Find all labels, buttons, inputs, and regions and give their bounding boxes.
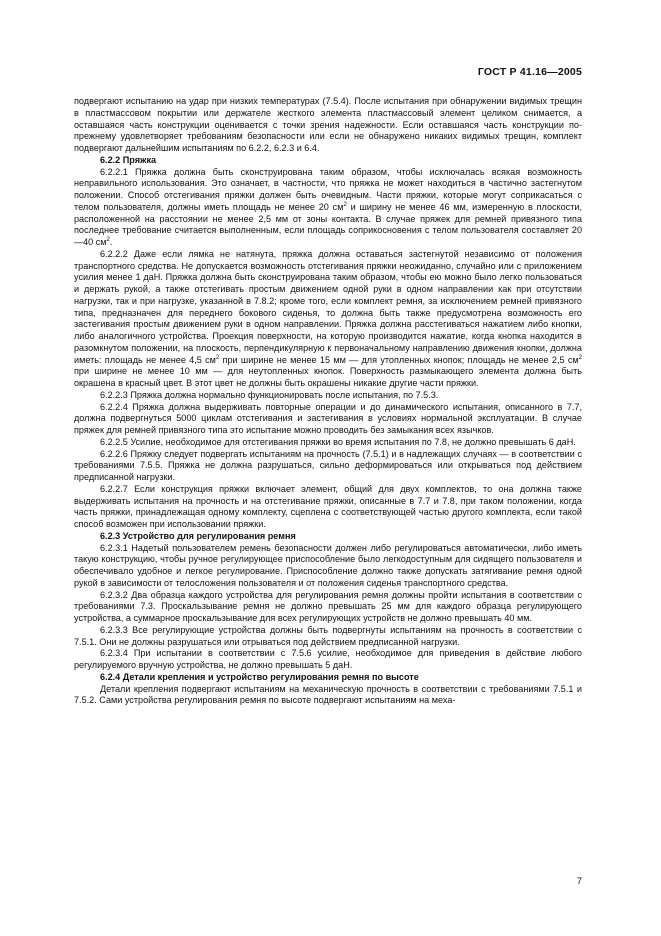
body-text bbox=[74, 96, 582, 707]
paragraph: 6.2.2.6 Пряжку следует подвергать испытаниям на прочность (7.5.1) и в надлежащих случаях — в соответствии с требованиями 7.5.5. Пряжка не должна разрушаться, сильно деформироваться или открываться под действием предписанной нагрузки. bbox=[74, 448, 582, 482]
section-heading: 6.2.4 Детали крепления и устройство регулирования ремня по высоте bbox=[100, 671, 419, 682]
page-number: 7 bbox=[576, 876, 582, 887]
paragraph: 6.2.2.7 Если конструкция пряжки включает элемент, общий для двух комплектов, то она должна также выдерживать испытания на прочность и на отстегивание пряжки, описанные в 7.7 и 7.8, при таком положении, когда часть пряжки, принадлежащая одному комплекту, сцеплена с соответствующей частью другого комплекта, если такой способ возможен при использовании пряжки. bbox=[74, 483, 582, 529]
paragraph: 6.2.2.5 Усилие, необходимое для отстегивания пряжки во время испытания по 7.8, не должно превышать 6 даН. bbox=[100, 436, 576, 447]
paragraph: 6.2.3.3 Все регулирующие устройства должны быть подвергнуты испытаниям на прочность в соответствии с 7.5.1. Они не должны разрушаться или отрываться под действием предписанной нагрузки. bbox=[74, 624, 582, 647]
section-heading: 6.2.3 Устройство для регулирования ремня bbox=[100, 530, 296, 541]
section-heading: 6.2.2 Пряжка bbox=[100, 154, 157, 165]
paragraph: 6.2.3.4 При испытании в соответствии с 7.5.6 усилие, необходимое для приведения в действие любого регулируемого вручную устройства, не должно превышать 5 даН. bbox=[74, 648, 582, 670]
paragraph: 6.2.2.4 Пряжка должна выдерживать повторные операции и до динамического испытания, описанного в 7.7, должна подвергнуться 5000 циклам отстегивания и застегивания в условиях нормальной эксплуатации. В случае пряжек для ремней привязного типа это испытание можно проводить без замыкания всех язычков. bbox=[74, 401, 582, 435]
standard-header: ГОСТ Р 41.16—2005 bbox=[477, 66, 582, 78]
paragraph: 6.2.3.2 Два образца каждого устройства для регулирования ремня должны пройти испытания в соответствии с требованиями 7.3. Проскальзывание ремня не должно превышать 25 мм для каждого образца регулирующего устройства, а суммарное проскальзывание для всех регулирующих устройств не должно превышать 40 мм. bbox=[74, 589, 582, 623]
paragraph: 6.2.2.1 Пряжка должна быть сконструирована таким образом, чтобы исключалась всякая возможность неправильного использования. Это означает, в частности, что пряжка не может находиться в частично застегнутом положении. Способ отстегивания пряжки должен быть очевидным. Части пряжки, которые могут соприкасаться с телом пользователя, должны иметь площадь не менее 20 $см^2$ и ширину не менее 46 мм, измеренную в плоскости, расположенной на расстоянии не менее 2,5 мм от зоны контакта. В случае пряжек для ремней привязного типа последнее требование считается выполненным, если площадь соприкосновения с телом пользователя составляет 20—40 $см^2$. bbox=[74, 166, 583, 247]
paragraph: Детали крепления подвергают испытаниям на механическую прочность в соответствии с требованиями 7.5.1 и 7.5.2. Сами устройства регулирования ремня по высоте подвергают испытаниям на меха- bbox=[74, 683, 582, 706]
paragraph: подвергают испытанию на удар при низких температурах (7.5.4). После испытания при обнаружении видимых трещин в пластмассовом покрытии или держателе жесткого элемента пластмассовый элемент целиком снимается, а оставшаяся часть конструкции оценивается с точки зрения надежности. Если оставшаяся часть конструкции по-прежнему удовлетворяет требованиям безопасности или если не обнаружено никаких видимых трещин, комплект подвергают дальнейшим испытаниям по 6.2.2, 6.2.3 и 6.4. bbox=[74, 96, 582, 153]
paragraph: 6.2.2.2 Даже если лямка не натянута, пряжка должна оставаться застегнутой независимо от положения транспортного средства. Не допускается возможность отстегивания пряжки неожиданно, случайно или с приложением усилия менее 1 даН. Пряжка должна быть сконструирована таким образом, чтобы ею можно было легко пользоваться и держать рукой, а также отстегивать простым движением одной руки в одном направлении как при отсутствии нагрузки, так и при нагрузке, указанной в 7.8.2; кроме того, если комплект ремня, за исключением ремней привязного типа, предназначен для переднего бокового сиденья, то должна быть также предусмотрена возможность его застегивания простым движением руки в одном направлении. Пряжка должна расстегиваться нажатием либо кнопки, либо аналогичного устройства. Проекция поверхности, на которую производится нажатие, когда кнопка находится в разомкнутом положении, на плоскость, перпендикулярную к первоначальному направлению движения кнопки, должна иметь: площадь не менее 4,5 $см^2$ при ширине не менее 15 мм — для утопленных кнопок; площадь не менее 2,5 $см^2$ при ширине не менее 10 мм — для неутопленных кнопок. Поверхность размыкающего элемента должна быть окрашена в красный цвет. В этот цвет не должны быть окрашены никакие другие части пряжки. bbox=[74, 248, 582, 388]
paragraph: 6.2.3.1 Надетый пользователем ремень безопасности должен либо регулироваться автоматически, либо иметь такую конструкцию, чтобы ручное регулирующее приспособление было легкодоступным для сидящего пользователя и обеспечивало удобное и легкое регулирование. Приспособление должно также допускать затягивание ремня одной рукой в зависимости от телосложения пользователя и от положения сиденья транспортного средства. bbox=[74, 542, 582, 588]
paragraph: 6.2.2.3 Пряжка должна нормально функционировать после испытания, по 7.5.3. bbox=[100, 389, 439, 400]
